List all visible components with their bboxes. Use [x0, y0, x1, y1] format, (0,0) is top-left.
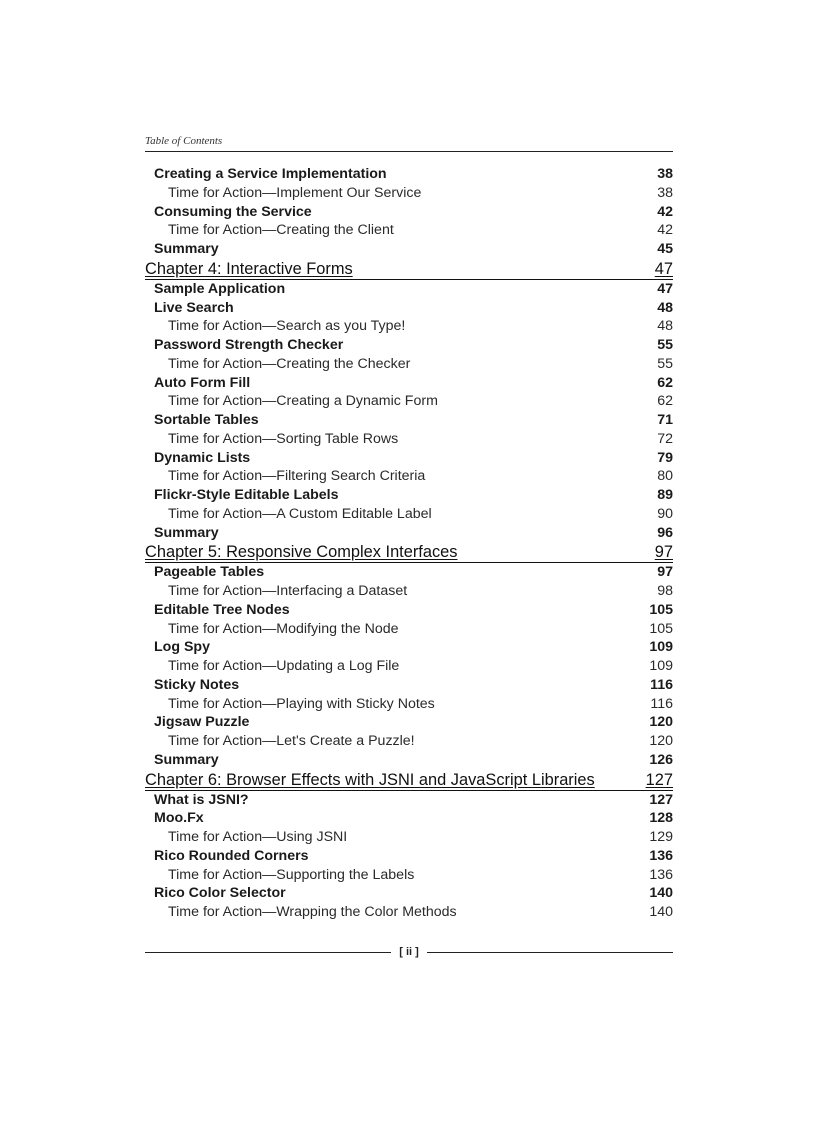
toc-entry-section[interactable] — [145, 411, 673, 430]
footer-rule-right — [427, 952, 673, 953]
toc-entry-section[interactable] — [145, 791, 673, 810]
toc-entry-page: 97 — [654, 543, 673, 562]
toc-entry-action[interactable] — [145, 505, 673, 524]
toc-entry-page: 71 — [657, 412, 673, 428]
toc-entry-page: 127 — [649, 791, 673, 808]
toc-entry-page: 62 — [657, 374, 673, 391]
toc-entry-page: 89 — [657, 487, 673, 503]
toc-entry-title: Time for Action—Interfacing a Dataset — [168, 583, 408, 599]
toc-entry-page: 62 — [657, 393, 673, 410]
toc-entry-action[interactable] — [145, 732, 673, 751]
toc-entry-page: 140 — [649, 904, 673, 920]
toc-entry-page: 127 — [645, 770, 673, 789]
toc-entry-title: Time for Action—Search as you Type! — [168, 318, 406, 335]
toc-entry-chapter[interactable] — [145, 543, 673, 563]
toc-entry-section[interactable] — [145, 165, 673, 184]
toc-entry-section[interactable] — [145, 336, 673, 355]
toc-entry-page: 42 — [657, 203, 673, 220]
toc-entry-title: Rico Color Selector — [154, 885, 286, 902]
toc-entry-page: 80 — [657, 468, 673, 485]
toc-entry-title: Time for Action—Creating the Client — [168, 222, 394, 239]
toc-entry-page: 126 — [649, 751, 673, 768]
toc-entry-title: Time for Action—Implement Our Service — [168, 184, 422, 201]
toc-entry-action[interactable] — [145, 657, 673, 676]
toc-entry-title: Time for Action—Modifying the Node — [168, 620, 399, 637]
toc-entry-title: Live Search — [154, 299, 234, 316]
toc-entry-title: Pageable Tables — [154, 564, 265, 581]
toc-entry-title: What is JSNI? — [154, 791, 249, 808]
toc-entry-page: 97 — [657, 564, 673, 581]
toc-entry-action[interactable] — [145, 620, 673, 639]
toc-entry-action[interactable] — [145, 582, 673, 601]
toc-entry-chapter[interactable] — [145, 260, 673, 280]
toc-entry-title: Sample Application — [154, 280, 286, 297]
toc-entry-page: 45 — [657, 241, 673, 257]
toc-entry-section[interactable] — [145, 449, 673, 468]
toc-entry-page: 55 — [657, 355, 673, 372]
toc-entry-page: 140 — [649, 885, 673, 902]
toc-entry-page: 90 — [657, 505, 673, 522]
toc-entry-section[interactable] — [145, 638, 673, 657]
toc-entry-page: 96 — [657, 524, 673, 541]
toc-entry-title: Sortable Tables — [154, 412, 259, 428]
toc-entry-page: 136 — [649, 847, 673, 864]
toc-entry-title: Consuming the Service — [154, 203, 312, 220]
toc-entry-title: Dynamic Lists — [154, 449, 251, 466]
toc-entry-section[interactable] — [145, 299, 673, 318]
toc-entry-title: Time for Action—Creating a Dynamic Form — [168, 393, 438, 410]
toc-entry-section[interactable] — [145, 524, 673, 543]
toc-entry-title: Time for Action—Using JSNI — [168, 829, 348, 845]
toc-entry-title: Editable Tree Nodes — [154, 601, 290, 618]
toc-entry-action[interactable] — [145, 828, 673, 847]
toc-entry-title: Moo.Fx — [154, 810, 204, 827]
toc-entry-page: 55 — [657, 337, 673, 353]
toc-entry-action[interactable] — [145, 392, 673, 411]
page-footer — [145, 944, 673, 960]
toc-entry-action[interactable] — [145, 903, 673, 922]
toc-entry-page: 105 — [649, 601, 673, 618]
toc-entry-page: 136 — [649, 866, 673, 883]
toc-entry-page: 128 — [649, 810, 673, 827]
toc-entry-title: Summary — [154, 524, 219, 541]
toc-entry-title: Time for Action—A Custom Editable Label — [168, 505, 432, 522]
toc-entry-title: Time for Action—Updating a Log File — [168, 658, 400, 674]
toc-entry-page: 98 — [657, 583, 673, 599]
running-head: Table of Contents — [145, 134, 673, 152]
toc-entry-section[interactable] — [145, 374, 673, 393]
toc-entry-title: Jigsaw Puzzle — [154, 714, 250, 731]
toc-entry-title: Time for Action—Filtering Search Criteria — [168, 468, 426, 485]
toc-entry-page: 109 — [649, 658, 673, 674]
toc-entry-title: Chapter 5: Responsive Complex Interfaces — [145, 543, 458, 562]
toc-entry-page: 47 — [654, 259, 673, 278]
toc-entry-page: 116 — [650, 695, 673, 712]
toc-entry-page: 72 — [657, 430, 673, 447]
toc-entry-action[interactable] — [145, 184, 673, 203]
toc-entry-section[interactable] — [145, 809, 673, 828]
toc-entry-page: 47 — [657, 280, 673, 297]
toc-entry-title: Time for Action—Supporting the Labels — [168, 866, 415, 883]
toc-entry-action[interactable] — [145, 355, 673, 374]
toc-entry-page: 48 — [657, 299, 673, 316]
toc-entry-section[interactable] — [145, 751, 673, 770]
toc-entry-section[interactable] — [145, 280, 673, 299]
toc-entry-title: Time for Action—Creating the Checker — [168, 355, 411, 372]
footer-rule-left — [145, 952, 391, 953]
toc-entry-title: Password Strength Checker — [154, 337, 344, 353]
toc-entry-page: 120 — [649, 733, 673, 749]
toc-entry-title: Time for Action—Sorting Table Rows — [168, 430, 399, 447]
toc-entry-title: Time for Action—Wrapping the Color Methods — [168, 904, 457, 920]
toc-entry-page: 38 — [657, 184, 673, 201]
toc-entry-page: 109 — [649, 639, 673, 656]
toc-entry-title: Sticky Notes — [154, 676, 240, 693]
toc-entry-title: Summary — [154, 241, 219, 257]
toc-entry-page: 129 — [649, 829, 673, 845]
toc-entry-section[interactable] — [145, 486, 673, 505]
toc-entry-page: 38 — [657, 166, 673, 182]
toc-entry-section[interactable] — [145, 601, 673, 620]
toc-entry-title: Rico Rounded Corners — [154, 847, 309, 864]
toc-entry-title: Chapter 6: Browser Effects with JSNI and JavaScript Libraries — [145, 770, 595, 789]
toc-entry-title: Time for Action—Playing with Sticky Notes — [168, 695, 435, 712]
toc-entry-title: Creating a Service Implementation — [154, 166, 387, 182]
toc-entry-page: 105 — [649, 620, 673, 637]
toc-entry-section[interactable] — [145, 847, 673, 866]
toc-entry-section[interactable] — [145, 240, 673, 259]
toc-entry-section[interactable] — [145, 713, 673, 732]
toc-entry-page: 42 — [657, 222, 673, 239]
toc-entry-section[interactable] — [145, 563, 673, 582]
toc-entry-title: Chapter 4: Interactive Forms — [145, 259, 353, 278]
toc-entry-action[interactable] — [145, 866, 673, 885]
toc-entry-page: 79 — [657, 449, 673, 466]
toc-entry-chapter[interactable] — [145, 771, 673, 791]
page-number: [ ii ] — [399, 946, 419, 958]
toc-page — [145, 134, 673, 922]
toc-entry-action[interactable] — [145, 317, 673, 336]
toc-entry-action[interactable] — [145, 695, 673, 714]
toc-entry-action[interactable] — [145, 467, 673, 486]
toc-entry-page: 48 — [657, 318, 673, 335]
toc-entry-action[interactable] — [145, 221, 673, 240]
toc-entry-title: Log Spy — [154, 639, 210, 656]
toc-entry-action[interactable] — [145, 430, 673, 449]
toc-entry-section[interactable] — [145, 884, 673, 903]
toc-entry-section[interactable] — [145, 203, 673, 222]
toc-entry-title: Summary — [154, 751, 219, 768]
toc-entry-page: 120 — [649, 714, 673, 731]
toc-entry-title: Time for Action—Let's Create a Puzzle! — [168, 733, 415, 749]
toc-entry-section[interactable] — [145, 676, 673, 695]
toc-entry-page: 116 — [650, 676, 673, 693]
toc-entry-title: Auto Form Fill — [154, 374, 251, 391]
table-of-contents — [145, 165, 673, 922]
toc-entry-title: Flickr-Style Editable Labels — [154, 487, 339, 503]
